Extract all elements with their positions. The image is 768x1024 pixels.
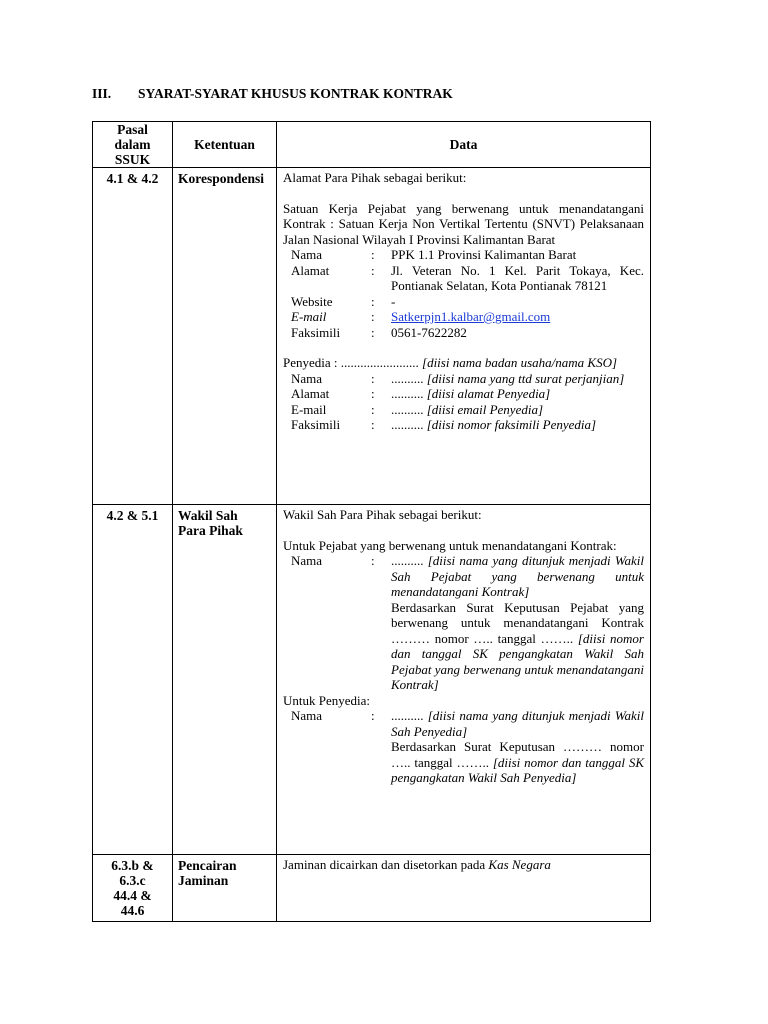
penyedia-field-faksimili: Faksimili : .......... [diisi nomor faksimili Penyedia]: [291, 417, 597, 432]
satuan-kerja-text: Satuan Kerja Pejabat yang berwenang untuk menandatangani Kontrak : Satuan Kerja Non Vertikal Tertentu (SNVT) Pelaksanaan Jalan Nasional Wilayah I Provinsi Kalimantan Barat: [283, 200, 644, 247]
field-alamat: Alamat : Jl. Veteran No. 1 Kel. Parit Tokaya, Kec. Pontianak Selatan, Kota Pontianak 78121: [291, 262, 644, 293]
penyedia-heading: Untuk Penyedia:: [283, 692, 371, 708]
field-email: E-mail : Satkerpjn1.kalbar@gmail.com: [291, 309, 551, 324]
intro-text: Wakil Sah Para Pihak sebagai berikut:: [283, 507, 482, 522]
penyedia-field-alamat: Alamat : .......... [diisi alamat Penyedia]: [291, 386, 551, 401]
ketentuan-cell: Wakil Sah Para Pihak: [173, 505, 277, 855]
section-heading: [92, 86, 453, 102]
section-number: III.: [92, 86, 112, 101]
section-title: SYARAT-SYARAT KHUSUS KONTRAK KONTRAK: [138, 86, 453, 101]
table-row: [93, 168, 651, 505]
pejabat-heading: Untuk Pejabat yang berwenang untuk menandatangani Kontrak:: [283, 537, 617, 553]
penyedia-field-nama: Nama : .......... [diisi nama yang ttd surat perjanjian]: [291, 370, 625, 386]
table-row: [93, 505, 651, 855]
penyedia-line: Penyedia : ........................ [diisi nama badan usaha/nama KSO]: [283, 355, 618, 370]
pasal-cell: 4.1 & 4.2: [93, 168, 173, 505]
penyedia-field-email: E-mail : .......... [diisi email Penyedia]: [291, 401, 544, 417]
table-header-row: [93, 122, 651, 168]
ssuk-table: [92, 121, 651, 922]
data-cell: [277, 505, 651, 855]
pasal-cell: 4.2 & 5.1: [93, 505, 173, 855]
header-ketentuan: Ketentuan: [173, 122, 277, 168]
intro-text: Alamat Para Pihak sebagai berikut:: [283, 170, 467, 185]
pasal-cell: 6.3.b & 6.3.c 44.4 & 44.6: [93, 855, 173, 922]
ketentuan-cell: Korespondensi: [173, 168, 277, 505]
header-data: Data: [277, 122, 651, 168]
data-cell: [277, 855, 651, 922]
wakil-pejabat-nama: Nama : .......... [diisi nama yang ditunjuk menjadi Wakil Sah Pejabat yang berwenang untuk menandatangani Kontrak] Berdasarkan Surat Keputusan Pejabat yang berwenang untuk menandatangani Kontrak ……… nomor ….. tanggal …….. [diisi nomor dan tanggal SK pengangkatan Wakil Sah Pejabat yang berwenang untuk menandatangani Kontrak]: [291, 553, 645, 692]
field-nama: Nama : PPK 1.1 Provinsi Kalimantan Barat: [291, 247, 577, 262]
header-pasal: Pasal dalam SSUK: [93, 122, 173, 168]
wakil-penyedia-nama: Nama : .......... [diisi nama yang ditunjuk menjadi Wakil Sah Penyedia] Berdasarkan Surat Keputusan ……… nomor ….. tanggal …….. [diisi nomor dan tanggal SK pengangkatan Wakil Sah Penyedia]: [291, 708, 645, 785]
ketentuan-cell: Pencairan Jaminan: [173, 855, 277, 922]
field-website: Website : -: [291, 293, 396, 309]
field-faksimili: Faksimili : 0561-7622282: [291, 324, 467, 340]
table-row: [93, 855, 651, 922]
pencairan-text: Jaminan dicairkan dan disetorkan pada Kas Negara: [283, 857, 551, 872]
email-link[interactable]: Satkerpjn1.kalbar@gmail.com: [391, 309, 551, 324]
data-cell: [277, 168, 651, 505]
